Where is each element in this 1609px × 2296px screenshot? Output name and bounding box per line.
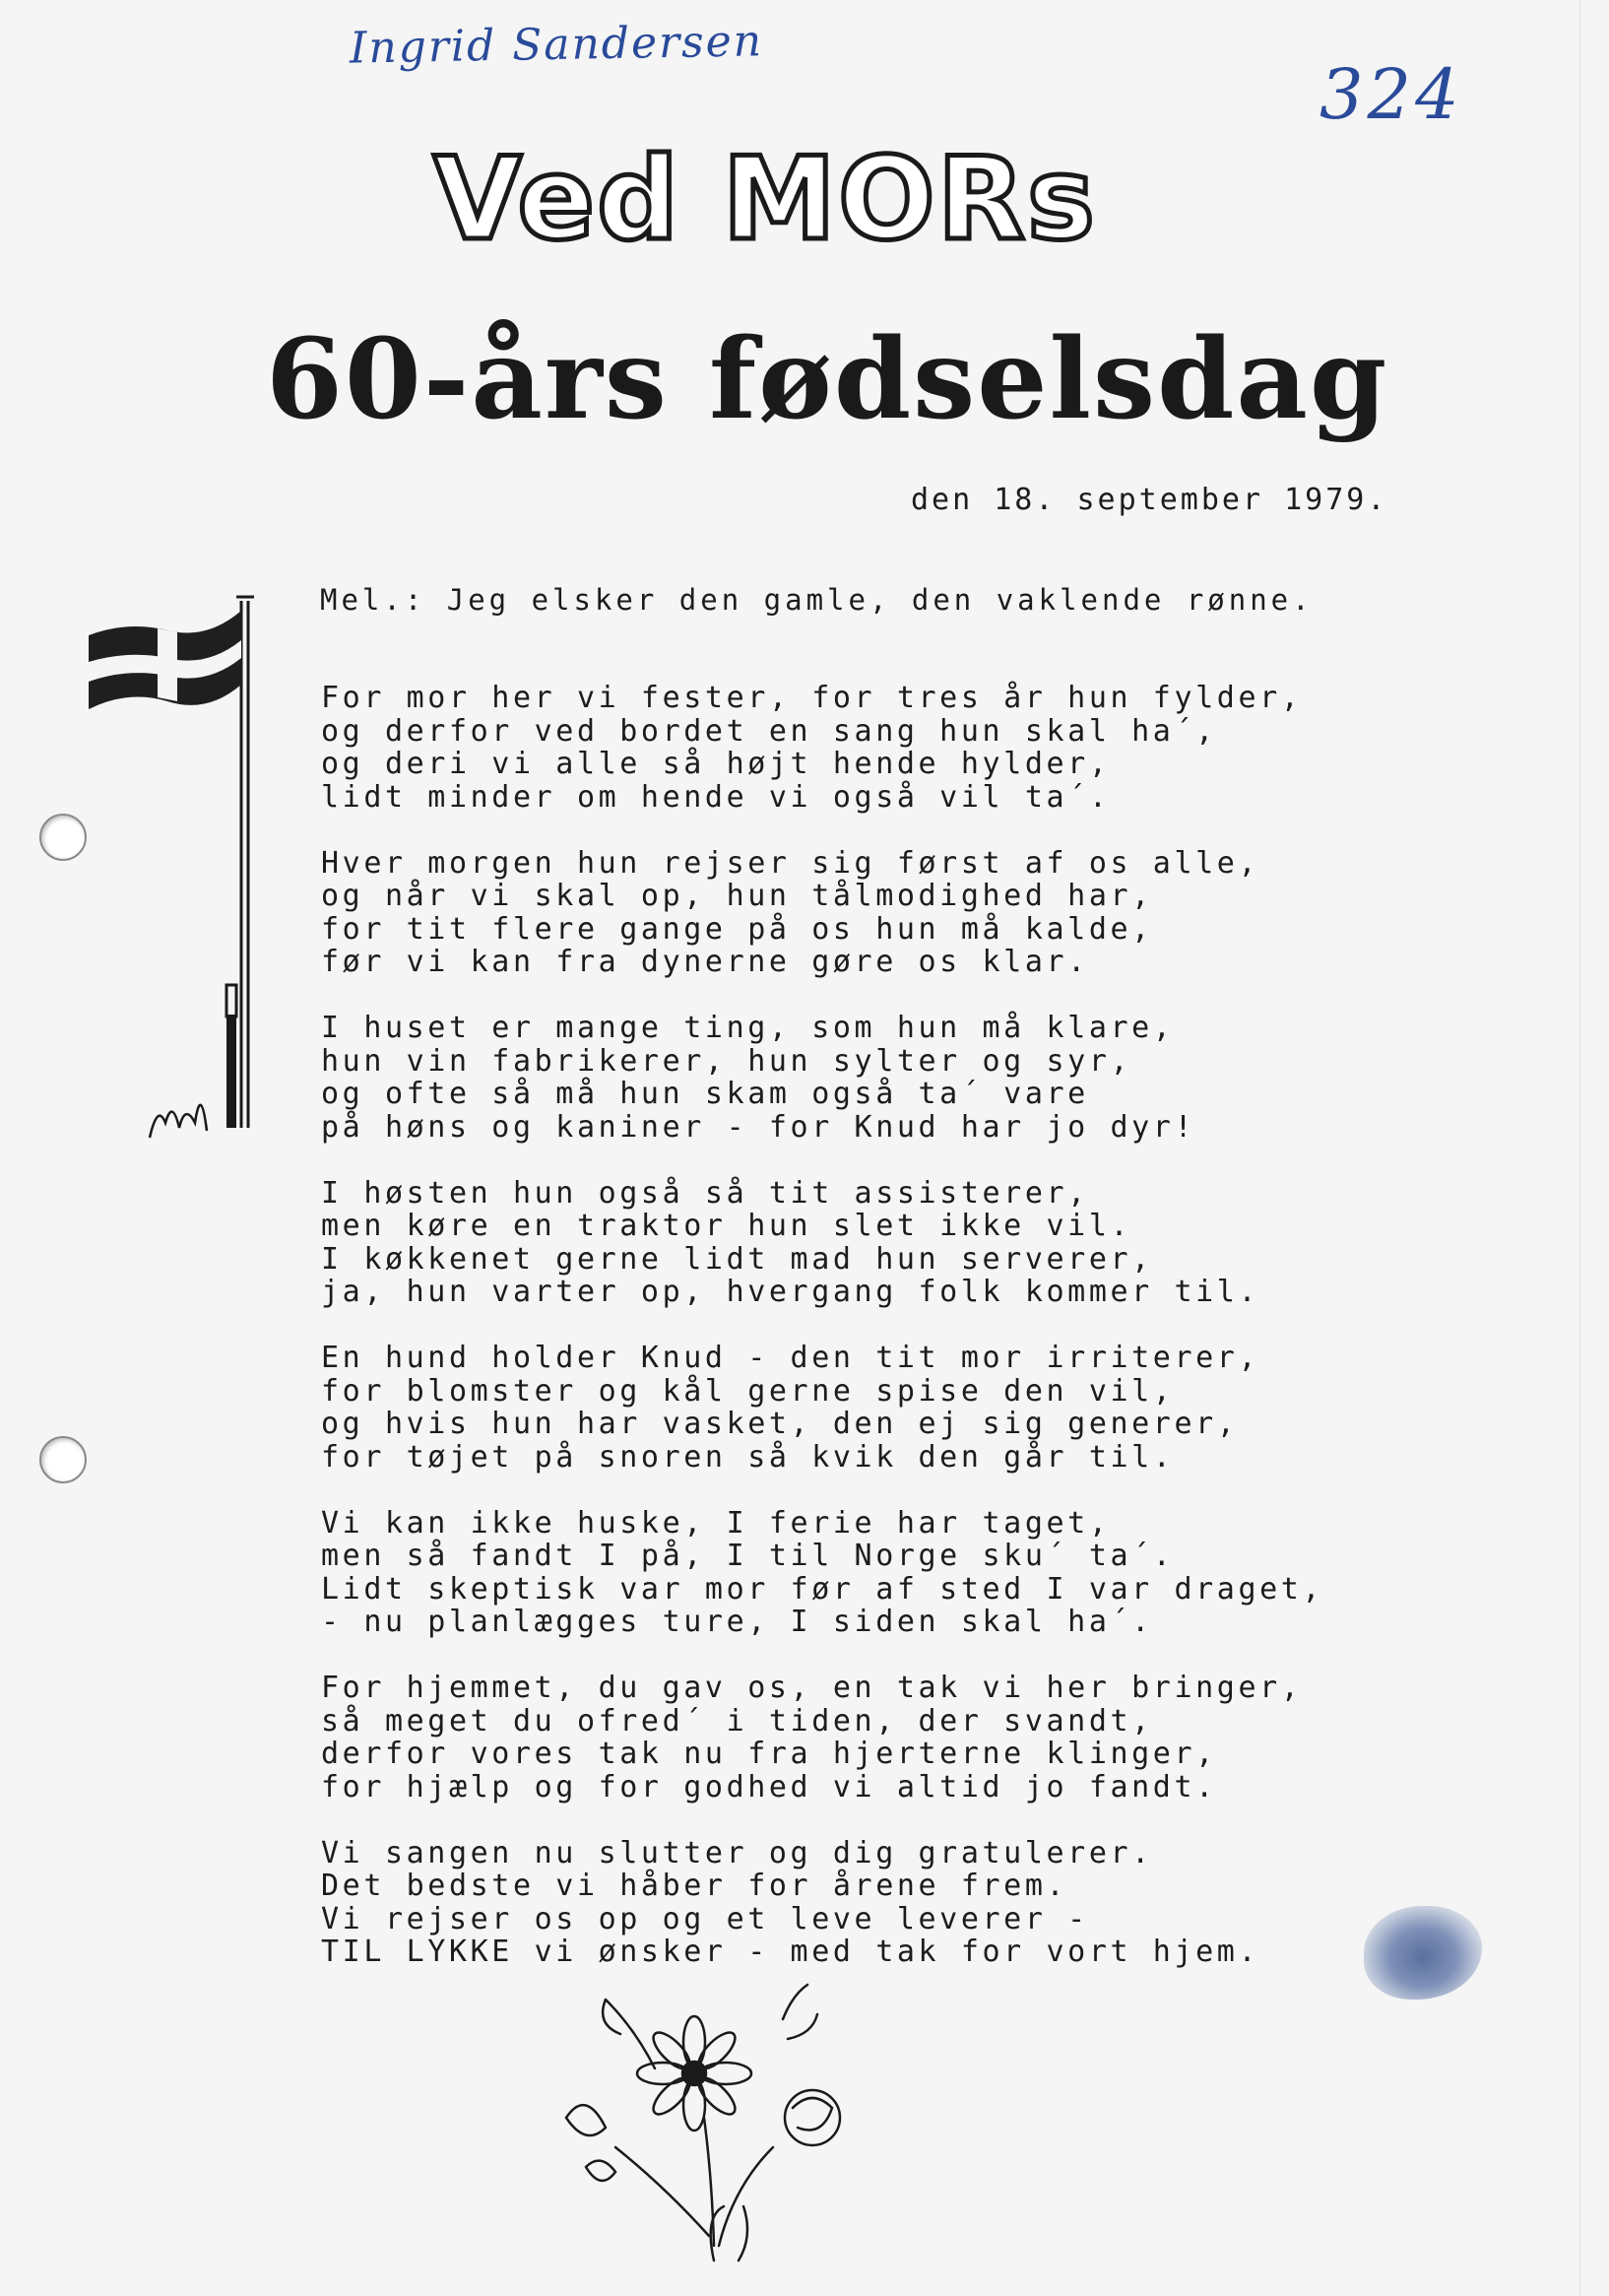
song-verses [321, 681, 1324, 1992]
stanza [321, 1672, 1306, 1804]
verse-line: for blomster og kål gerne spise den vil, [321, 1373, 1175, 1409]
punch-hole [39, 1436, 87, 1483]
verse-line: før vi kan fra dynerne gøre os klar. [321, 945, 1089, 979]
handwritten-name-annotation: Ingrid Sandersen [349, 16, 764, 74]
stanza [321, 847, 1306, 979]
verse-line: Hver morgen hun rejser sig først af os alle, [321, 845, 1260, 881]
verse-line: For mor her vi fester, for tres år hun fylder, [321, 681, 1303, 715]
flower-illustration [547, 1980, 881, 2265]
melody-line: Mel.: Jeg elsker den gamle, den vaklende rønne. [320, 583, 1314, 617]
verse-line: I høsten hun også så tit assisterer, [321, 1175, 1089, 1211]
verse-line: Vi sangen nu slutter og dig gratulerer. [321, 1835, 1153, 1870]
verse-line: For hjemmet, du gav os, en tak vi her bringer, [321, 1671, 1303, 1705]
verse-line: Vi kan ikke huske, I ferie har taget, [321, 1505, 1111, 1541]
verse-line: så meget du ofred´ i tiden, der svandt, [321, 1703, 1153, 1738]
verse-line: hun vin fabrikerer, hun sylter og syr, [321, 1043, 1132, 1079]
verse-line: lidt minder om hende vi også vil ta´. [321, 779, 1111, 815]
verse-line: - nu planlægges ture, I siden skal ha´. [321, 1605, 1153, 1639]
date-line: den 18. september 1979. [911, 483, 1388, 517]
verse-line: og når vi skal op, hun tålmodighed har, [321, 879, 1153, 913]
verse-line: En hund holder Knud - den tit mor irriterer, [321, 1341, 1260, 1375]
verse-line: for tøjet på snoren så kvik den går til. [321, 1439, 1175, 1475]
stanza [321, 1012, 1306, 1144]
verse-line: I køkkenet gerne lidt mad hun serverer, [321, 1241, 1153, 1277]
verse-line: og ofte så må hun skam også ta´ vare [321, 1077, 1089, 1111]
stanza [321, 1505, 1324, 1639]
title-line-2: 60-års fødselsdag [266, 315, 1389, 444]
handwritten-page-number: 324 [1319, 54, 1463, 135]
stanza [321, 1342, 1306, 1474]
verse-line: og derfor ved bordet en sang hun skal ha´, [321, 713, 1217, 749]
verse-line: men så fandt I på, I til Norge sku´ ta´. [321, 1539, 1175, 1573]
verse-line: TIL LYKKE vi ønsker - med tak for vort hjem. [321, 1935, 1260, 1969]
verse-line: derfor vores tak nu fra hjerterne klinger, [321, 1737, 1217, 1771]
stanza [321, 682, 1306, 814]
verse-line: men køre en traktor hun slet ikke vil. [321, 1209, 1132, 1243]
stanza [321, 1177, 1306, 1309]
page-edge [1579, 0, 1580, 2296]
ink-stain [1364, 1906, 1482, 2000]
stanza [321, 1837, 1306, 1969]
verse-line: Vi rejser os op og et leve leverer - [321, 1901, 1089, 1936]
verse-line: ja, hun varter op, hvergang folk kommer til. [321, 1275, 1260, 1309]
title-line-1: Ved MORs [433, 133, 1097, 266]
verse-line: for hjælp og for godhed vi altid jo fandt. [321, 1769, 1217, 1804]
verse-line: Lidt skeptisk var mor før af sted I var draget, [321, 1571, 1324, 1607]
verse-line: for tit flere gange på os hun må kalde, [321, 911, 1153, 947]
verse-line: og hvis hun har vasket, den ej sig generer, [321, 1407, 1239, 1441]
verse-line: Det bedste vi håber for årene frem. [321, 1869, 1068, 1903]
punch-hole [39, 814, 87, 861]
verse-line: på høns og kaniner - for Knud har jo dyr! [321, 1109, 1196, 1145]
verse-line: I huset er mange ting, som hun må klare, [321, 1011, 1175, 1045]
danish-flag-illustration [79, 591, 315, 1143]
verse-line: og deri vi alle så højt hende hylder, [321, 747, 1111, 781]
